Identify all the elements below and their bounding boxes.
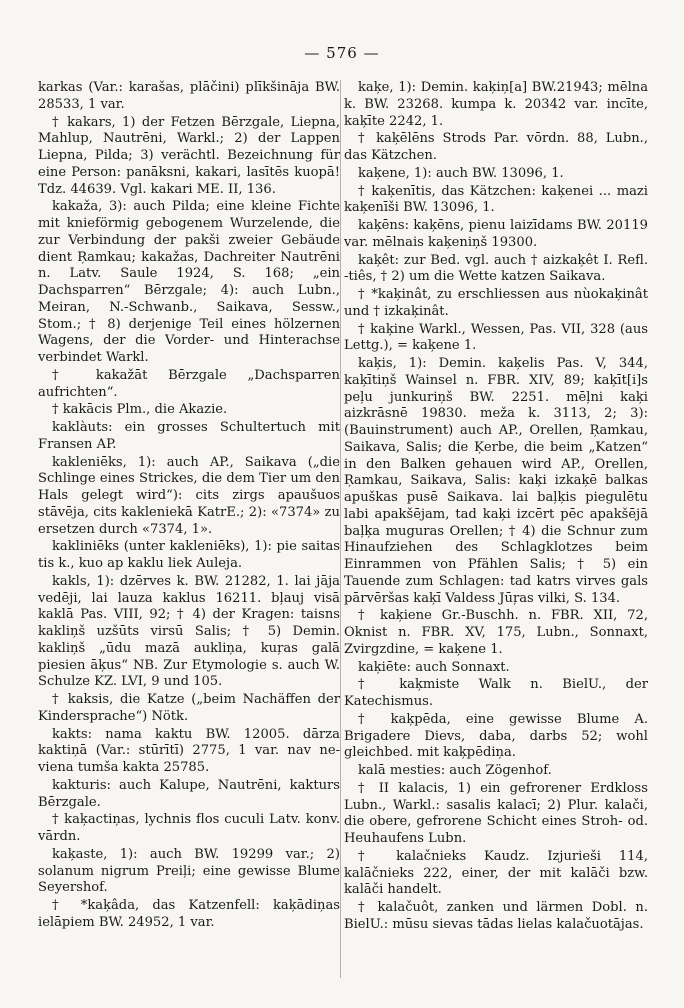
entry-kakpeda: † kaķpēda, eine gewisse Blume A. Brigadere Dievs, daba, darbs 52; wohl gleichbed. mit kaķpēdiņa. [344, 711, 648, 761]
entry-kakens: kaķēns: kaķēns, pienu laizīdams BW. 20119 var. mēlnais kaķeniņš 19300. [344, 218, 648, 250]
entry-kaklenieks: kakleniēks, 1): auch AP., Saikava („die Schlinge eines Strickes, die dem Tier um den Hals gelegt wird“): cits zirgs apaušuos stāvēja, cits kakleniekā KatrE.; 2): «7374» zu ersetzen durch «7374, 1». [38, 454, 340, 537]
left-column [38, 80, 340, 933]
entry-kaklauts: kaklàuts: ein grosses Schultertuch mit Fransen AP. [38, 420, 340, 452]
entry-kakenitis: † kaķenītis, das Kätzchen: kaķenei ... mazi kaķenīši BW. 13096, 1. [344, 183, 648, 216]
entry-kakinat: † *kaķinât, zu erschliessen aus nùokaķinât und † izkaķinât. [344, 287, 648, 319]
right-column [344, 80, 648, 935]
column-divider [340, 80, 341, 978]
entry-kake: kaķe, 1): Demin. kaķiņ[a] BW.21943; mēlna k. BW. 23268. kumpa k. 20342 var. incīte, kaķīte 2242, 1. [344, 80, 648, 129]
entry-kaklinieks: kakliniēks (unter kakleniēks), 1): pie saitas tis k., kuo ap kaklu liek Auleja. [38, 539, 340, 571]
entry-kakazat: † kakažāt Bērzgale „Dachsparren aufrichten“. [38, 367, 340, 400]
entry-kaket: kaķêt: zur Bed. vgl. auch † aizkaķêt I. Refl. -tiês, † 2) um die Wette katzen Saikava. [344, 252, 648, 285]
entry-kakis: kaķis, 1): Demin. kaķelis Pas. V, 344, kaķītiņš Wainsel n. FBR. XIV, 89; kaķīt[i]s peļu junkuriņš BW. 2251. mēļni kaķi aizkrāsnē 19830. meža k. 3113, 2; 3): (Bauinstrument) auch AP., Orellen, Ŗamkau, Saikava, Salis; die Ķerbe, die beim „Katzen“ in den Balken gehauen wird AP., Orellen, Ŗamkau, Saikava, Salis: kaķi izkaķē balkas apuškas pusē Saikava. lai baļķis piegulētu labi apakšējam, tad kaķi izcērt pēc apakšējā baļķa muguras Orellen; † 4) die Schnur zum Hinaufziehen des Schlagklotzes beim Einrammen von Pfählen Salis; † 5) ein Tauende zum Schlagen: tad katrs virves gals pārvēršas kaķī Valdess Jūŗas vilki, S. 134. [344, 356, 648, 606]
entry-karkas: karkas (Var.: karašas, plāčini) plīkšināja BW. 28533, 1 var. [38, 80, 340, 112]
entry-kakars: † kakars, 1) der Fetzen Bērzgale, Liepna, Mahlup, Nautrēni, Warkl.; 2) der Lappen Liepna, Pilda; 3) verächtl. Bezeichnung für eine Person: panāksni, kakari, lasītēs kuopā! Tdz. 44639. Vgl. kakari ME. II, 136. [38, 114, 340, 197]
entry-kalacnieks: † kalačnieks Kaudz. Izjurieši 114, kalāčnieks 222, einer, der mit kalāči bzw. kalāči handelt. [344, 848, 648, 898]
entry-kalacis: † II kalacis, 1) ein gefrorener Erdkloss Lubn., Warkl.: sasalis kalacī; 2) Plur. kalači, die obere, gefrorene Schicht eines Stroh- od. Heuhaufens Lubn. [344, 780, 648, 846]
entry-kakmiste: † kaķmiste Walk n. BielU., der Katechismus. [344, 677, 648, 709]
entry-kakls: kakls, 1): dzērves k. BW. 21282, 1. lai jāja vedēji, lai lauza kaklus 16211. bļauj visā kaklā Pas. VIII, 92; † 4) der Kragen: taisns kakliņš uzšūts virsū Salis; † 5) Demin. kakliņš „ūdu mazā aukliņa, kuŗas galā piesien āķus“ NB. Zur Etymologie s. auch W. Schulze KZ. LVI, 9 und 105. [38, 573, 340, 690]
entry-kakiene: † kaķiene Gr.-Buschh. n. FBR. XII, 72, Oknist n. FBR. XV, 175, Lubn., Sonnaxt, Zvirgzdine, = kaķene 1. [344, 608, 648, 657]
entry-kakene: kaķene, 1): auch BW. 13096, 1. [358, 165, 564, 181]
entry-kakaste: kaķaste, 1): auch BW. 19299 var.; 2) solanum nigrum Preiļi; eine gewisse Blume Seyershof. [38, 846, 340, 896]
entry-kakts: kakts: nama kaktu BW. 12005. dārza kaktiņā (Var.: stūrītī) 2775, 1 var. nav ne-viena tumša kakta 25785. [38, 726, 340, 775]
entry-kakacis: † kakācis Plm., die Akazie. [52, 402, 228, 418]
entry-kakelens: † kaķēlēns Strods Par. vōrdn. 88, Lubn., das Kätzchen. [344, 131, 648, 163]
page-number: — 576 — [304, 44, 380, 62]
entry-kala: kalā mesties: auch Zögenhof. [358, 763, 552, 778]
entry-kakaza: kakaža, 3): auch Pilda; eine kleine Fichte mit knieförmig gebogenem Wurzelende, die zur Verbindung der pakši zweier Gebäude dient Ŗamkau; kakažas, Dachreiter Nautrēni n. Latv. Saule 1924, S. 168; „ein Dachsparren“ Bērzgale; 4): auch Lubn., Meiran, N.-Schwanb., Saikava, Sessw., Stom.; † 8) derjenige Teil eines hölzernen Wagens, der die Vorder- und Hinterachse verbindet Warkl. [38, 199, 340, 365]
entry-kakada: † *kaķâda, das Katzenfell: kaķādiņas ielāpiem BW. 24952, 1 var. [38, 898, 340, 930]
entry-kakine: † kaķine Warkl., Wessen, Pas. VII, 328 (aus Lettg.), = kaķene 1. [344, 321, 648, 354]
entry-kakactinas: † kaķactiņas, lychnis flos cuculi Latv. konv. vārdn. [38, 812, 340, 844]
entry-kakiete: kaķiēte: auch Sonnaxt. [358, 659, 510, 675]
entry-kakturis: kakturis: auch Kalupe, Nautrēni, kakturs Bērzgale. [38, 777, 340, 810]
entry-kalacuot: † kalačuôt, zanken und lärmen Dobl. n. BielU.: mūsu sievas tādas lielas kalačuotājas. [344, 900, 648, 932]
entry-kaksis: † kaksis, die Katze („beim Nachäffen der Kindersprache“) Nötk. [38, 692, 340, 724]
